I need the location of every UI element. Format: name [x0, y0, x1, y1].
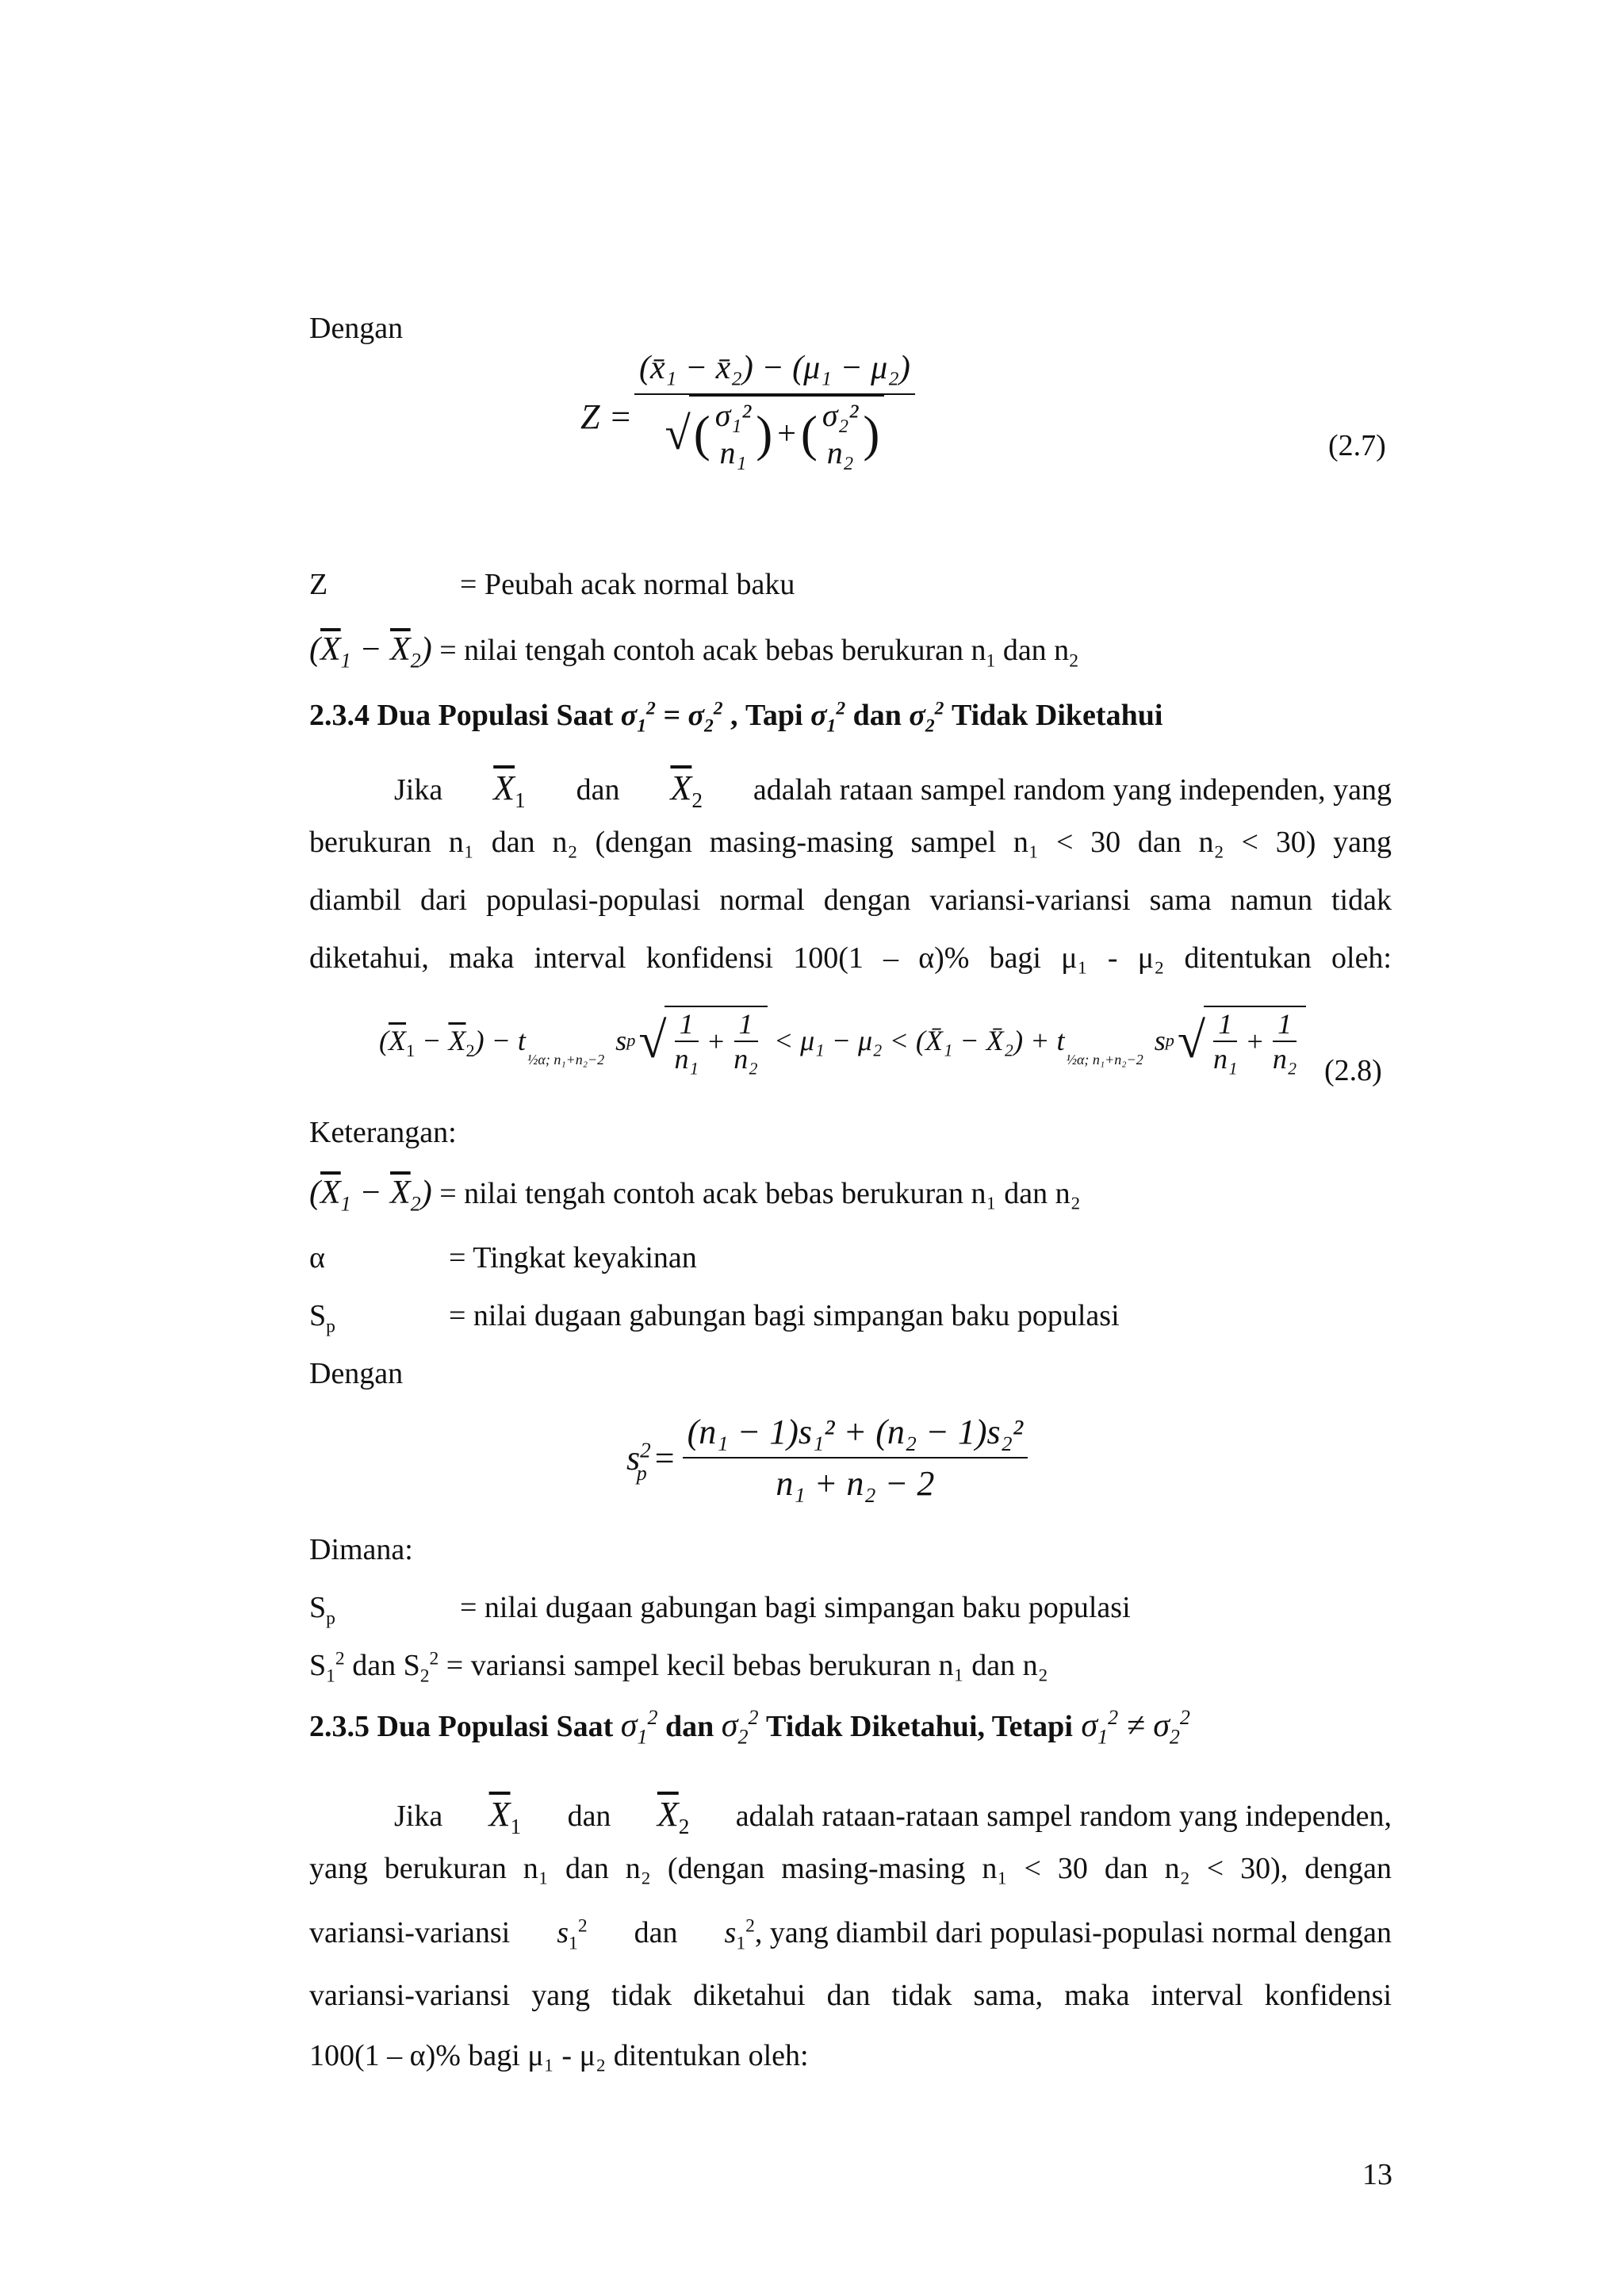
eq-2-8-sp-right: s: [1154, 1025, 1166, 1056]
def-alpha-symbol: α: [309, 1241, 325, 1274]
para-2-line-1-rest: adalah rataan-rataan sampel random yang independen,: [735, 1800, 1392, 1833]
para-1-line-3: diambil dari populasi-populasi normal dengan variansi-variansi sama namun tidak: [309, 884, 1392, 917]
def-sp-desc-1: = nilai dugaan gabungan bagi simpangan baku populasi: [449, 1299, 1120, 1332]
eq-2-8-number: (2.8): [1324, 1054, 1382, 1087]
def-sp-s-2: S: [309, 1591, 327, 1624]
para-1-line-1-rest: adalah rataan sampel random yang independen, yang: [753, 773, 1392, 807]
para-2-line-3-rest: , yang diambil dari populasi-populasi normal dengan: [754, 1916, 1392, 1949]
para-1-line-4: diketahui, maka interval konfidensi 100(1 – α)% bagi μ₁ - μ₂ ditentukan oleh:: [309, 941, 1392, 975]
section-2-3-5-heading-c: Tidak Diketahui, Tetapi: [758, 1710, 1073, 1743]
para-2-variansi: variansi-variansi: [309, 1916, 511, 1949]
para-2-dan: dan: [567, 1800, 611, 1833]
def-sp-symbol-2: $S_p$: [309, 1591, 335, 1629]
def-xdiff-1-desc: = nilai tengah contoh acak bebas berukuran n: [439, 634, 986, 667]
sqrt-icon: √: [665, 407, 691, 459]
para-2-line-4: variansi-variansi yang tidak diketahui dan tidak sama, maka interval konfidensi: [309, 1979, 1392, 2012]
eq-2-8-sp-left: s: [615, 1025, 627, 1056]
def-s-dan: dan S: [344, 1649, 420, 1682]
eq-2-8-middle: < μ₁ − μ₂ < (X̄₁ − X̄₂) + t: [773, 1025, 1065, 1056]
eq-2-7-sigma1: σ₁²: [714, 397, 752, 433]
eq-2-7-plus: +: [777, 416, 796, 452]
page-number: 13: [1362, 2158, 1392, 2191]
eq-2-7-fraction: [634, 349, 915, 471]
def-xdiff-2-desc: = nilai tengah contoh acak bebas berukuran n₁ dan n₂: [439, 1177, 1081, 1210]
eq-2-8-one-a: 1: [675, 1007, 699, 1042]
def-alpha-desc: = Tingkat keyakinan: [449, 1241, 697, 1274]
eq-2-7-number: (2.7): [1328, 429, 1386, 462]
para-2-line-2: yang berukuran n₁ dan n₂ (dengan masing-masing n₁ < 30 dan n₂ < 30), dengan: [309, 1852, 1392, 1885]
section-2-3-4-heading-a: 2.3.4 Dua Populasi Saat: [309, 699, 621, 732]
eq-sp-equals: =: [654, 1438, 675, 1478]
eq-2-8-one-b: 1: [734, 1007, 758, 1042]
sqrt-icon: √: [1177, 1012, 1206, 1068]
eq-2-7-n2: n₂: [826, 435, 854, 470]
section-2-3-4-heading: 2.3.4 Dua Populasi Saat $\sigma_1^2 = \sigma_2^2$ , Tapi $\sigma_1^2$ dan $\sigma_2^2$ Tidak Diketahui: [309, 698, 1163, 737]
def-xdiff-1: $(\overline{X}_1 - \overline{X}_2)$ = nilai tengah contoh acak bebas berukuran $n_1$ dan $n_2$: [309, 631, 1078, 673]
para-2-dan-2: dan: [634, 1916, 678, 1949]
def-z-desc: = Peubah acak normal baku: [460, 568, 795, 601]
sqrt-icon: √: [638, 1012, 667, 1068]
eq-2-8-one-c: 1: [1213, 1007, 1237, 1042]
eq-2-7-sigma2: σ₂²: [822, 397, 859, 433]
def-sp-symbol-1: $S_p$: [309, 1299, 335, 1337]
section-2-3-5-heading-a: 2.3.5 Dua Populasi Saat: [309, 1710, 621, 1743]
eq-2-8: $(\overline{X}_1 - \overline{X}_2) - t$ ½α; n₁+n₂−2 s p √ $\frac{1}{\text{n₁}}$ + $\frac{1}{\text{n₂}}$ < μ₁ − μ₂ < (X̄₁ − X̄₂) + t ½α; n₁+n₂−2 s p √ $\frac{1}{\text{n₁}}$ + $\frac{1}{\text{n₂}}$: [379, 1006, 1306, 1075]
para-2-line-1: Jika $\overline{X}_1$ dan $\overline{X}_2$ adalah rataan-rataan sampel random yang independen,: [394, 1795, 1392, 1838]
eq-2-8-sub-right: ½α; n₁+n₂−2: [1066, 1051, 1143, 1068]
eq-2-8-one-d: 1: [1273, 1007, 1297, 1042]
eq-2-7-numerator: (x̄₁ − x̄₂) − (μ₁ − μ₂): [634, 349, 915, 395]
eq-2-8-n2-b: n₂: [1272, 1043, 1297, 1075]
para-1-jika: Jika: [394, 773, 443, 807]
def-xdiff-1-dan: dan n: [995, 634, 1070, 667]
eq-sp-numerator: (n₁ − 1)s₁² + (n₂ − 1)s₂²: [683, 1412, 1028, 1458]
def-sp-desc-2: = nilai dugaan gabungan bagi simpangan baku populasi: [460, 1591, 1131, 1624]
section-2-3-4-heading-d: Tidak Diketahui: [944, 699, 1163, 732]
eq-sp: $s^2$ p = $\frac{\text{(n₁ − 1)s₁² + (n₂ − 1)s₂²}}{\text{n₁ + n₂ − 2}}$: [626, 1412, 1028, 1504]
eq-sp-denominator: n₁ + n₂ − 2: [776, 1464, 935, 1503]
eq-2-8-n1-a: n₁: [674, 1043, 699, 1075]
para-2-line-3: variansi-variansi $s_1^2$ dan $s_1^2$, yang diambil dari populasi-populasi normal dengan: [309, 1915, 1392, 1954]
def-s-desc: = variansi sampel kecil bebas berukuran n₁ dan n₂: [439, 1649, 1048, 1682]
para-2-jika: Jika: [394, 1800, 443, 1833]
para-1-line-2: berukuran n₁ dan n₂ (dengan masing-masing sampel n₁ < 30 dan n₂ < 30) yang: [309, 826, 1392, 859]
eq-2-7-lhs: Z =: [580, 397, 633, 436]
eq-2-7-sqrt: √ ( σ₁² n₁ ) + ( σ₂² n₂ ): [665, 395, 884, 471]
para-1-line-1: Jika $\overline{X}_1$ dan $\overline{X}_2$ adalah rataan sampel random yang independen, yang: [394, 769, 1392, 812]
eq-2-8-n2-a: n₂: [733, 1043, 758, 1075]
section-2-3-4-heading-b: , Tapi: [722, 699, 811, 732]
section-2-3-4-heading-c: dan: [845, 699, 910, 732]
def-z-symbol: Z: [309, 568, 328, 601]
para-1-dan: dan: [576, 773, 620, 807]
dengan-label-1: Dengan: [309, 312, 404, 345]
para-2-line-5: 100(1 – α)% bagi μ₁ - μ₂ ditentukan oleh:: [309, 2039, 809, 2072]
section-2-3-5-heading: 2.3.5 Dua Populasi Saat $\sigma_1^2$ dan $\sigma_2^2$ Tidak Diketahui, Tetapi $\sigma_1^2 \ne \sigma_2^2$: [309, 1706, 1190, 1749]
eq-2-8-sub-left: ½α; n₁+n₂−2: [527, 1051, 605, 1068]
def-xdiff-2: $(\overline{X}_1 - \overline{X}_2)$ = nilai tengah contoh acak bebas berukuran n₁ dan n₂: [309, 1175, 1081, 1216]
dengan-label-2: Dengan: [309, 1357, 404, 1390]
section-2-3-5-heading-b: dan: [657, 1710, 722, 1743]
dimana-label: Dimana:: [309, 1533, 413, 1566]
def-s1-s2: $S_1^2$ dan $S_2^2$ = variansi sampel kecil bebas berukuran n₁ dan n₂: [309, 1648, 1048, 1687]
eq-2-7-n1: n₁: [719, 435, 747, 470]
def-sp-s-1: S: [309, 1299, 327, 1332]
keterangan-label: Keterangan:: [309, 1116, 457, 1149]
eq-2-8-n1-b: n₁: [1213, 1043, 1238, 1075]
